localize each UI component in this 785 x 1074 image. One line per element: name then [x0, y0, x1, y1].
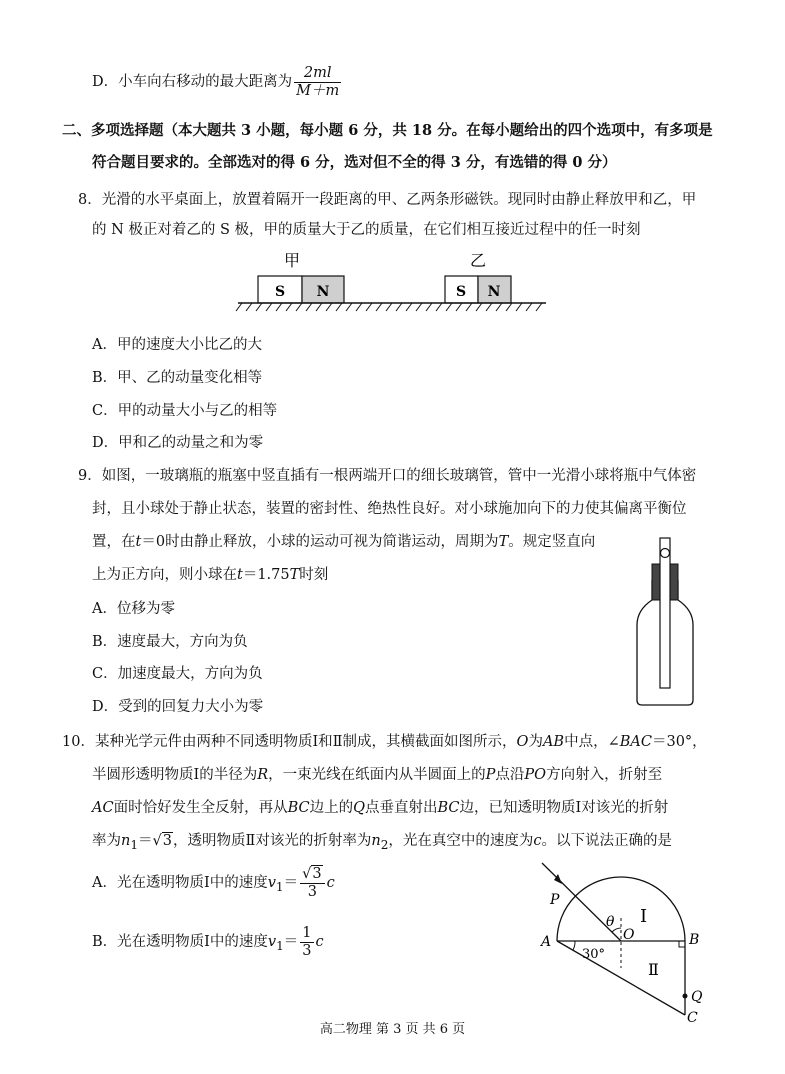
- text: ＝: [283, 875, 299, 892]
- option-text: 甲、乙的动量变化相等: [117, 370, 263, 386]
- option-label: A．: [92, 601, 117, 617]
- q9-option-c: [92, 662, 263, 683]
- label-b: B: [689, 932, 700, 948]
- option-label: D．: [92, 699, 119, 715]
- text: 半圆形透明物质Ⅰ的半径为: [92, 767, 258, 783]
- option-label: A．: [92, 337, 117, 353]
- text: 。以下说法正确的是: [541, 833, 673, 849]
- option-text: 加速度最大，方向为负: [117, 666, 263, 682]
- option-label: C．: [92, 403, 118, 419]
- option-text: 光在透明物质Ⅰ中的速度: [116, 875, 268, 892]
- text: 边上的: [309, 800, 354, 816]
- section-title-line-2: 符合题目要求的。全部选对的得 6 分，选对但不全的得 3 分，有选错的得 0 分）: [92, 154, 617, 171]
- q9-line-1: [78, 464, 696, 485]
- label-o: O: [623, 927, 635, 943]
- q9-option-d: [92, 695, 263, 716]
- var-Q: Q: [353, 800, 365, 816]
- glass-tube: [660, 538, 670, 688]
- option-text: 甲的动量大小与乙的相等: [117, 403, 278, 419]
- table-hatching: [236, 303, 542, 311]
- fraction-denominator: 3: [307, 883, 317, 900]
- text: ＝: [283, 934, 299, 951]
- page-footer: 高二物理 第 3 页 共 6 页: [319, 1022, 466, 1037]
- text: ＝30°，: [651, 734, 707, 750]
- text: 时刻: [299, 567, 329, 583]
- option-text: 速度最大，方向为负: [117, 634, 248, 650]
- var-AC: AC: [92, 800, 114, 816]
- var-c: c: [533, 833, 542, 849]
- option-label: B．: [92, 634, 118, 650]
- q10-option-b: [92, 925, 324, 959]
- var-T: T: [289, 567, 300, 583]
- text: ＝1.75: [242, 567, 290, 583]
- q10-line-4: 率为$n_1=√3$，透明物质Ⅱ对该光的折射率为$n_2$，光在真空中的速度为c。以下说法正确的是: [92, 833, 673, 852]
- fraction-numerator: 2ml: [294, 65, 341, 83]
- label-a: A: [541, 934, 552, 950]
- magnet-yi-s-text: S: [455, 284, 467, 300]
- subscript: 2: [380, 837, 389, 852]
- sqrt-radicand: 3: [312, 866, 322, 882]
- q10-line-1: [62, 730, 707, 751]
- q9-option-b: [92, 630, 248, 651]
- q8-line-2: 的 N 极正对着乙的 S 极，甲的质量大于乙的质量，在它们相互接近过程中的任一时刻: [92, 222, 641, 238]
- option-text: 小车向右移动的最大距离为: [118, 74, 293, 91]
- var-O: O: [516, 734, 529, 750]
- var-PO: PO: [524, 767, 547, 783]
- label-angle: 30°: [582, 947, 606, 962]
- text: 中点，∠: [564, 734, 620, 750]
- text: ，透明物质Ⅱ对该光的折射率为: [173, 833, 372, 849]
- q8-line-1: [78, 188, 696, 209]
- option-label: D．: [92, 435, 119, 451]
- var-T: T: [498, 534, 509, 550]
- var-P: P: [485, 767, 496, 783]
- option-label: C．: [92, 666, 118, 682]
- var-v: v: [267, 934, 277, 951]
- text: ＝0: [141, 534, 166, 550]
- question-number: 9．: [78, 468, 102, 484]
- sqrt-radicand: 3: [162, 833, 173, 849]
- option-label: D．: [92, 74, 119, 91]
- question-text: 光滑的水平桌面上，放置着隔开一段距离的甲、乙两条形磁铁。现同时由静止释放甲和乙，甲: [101, 192, 697, 208]
- q9-bottle-figure: [625, 520, 705, 710]
- option-label: B．: [92, 934, 118, 951]
- q8-option-a: [92, 333, 262, 354]
- magnet-jia-s-text: S: [274, 284, 286, 300]
- question-text: 如图，一玻璃瓶的瓶塞中竖直插有一根两端开口的细长玻璃管，管中一光滑小球将瓶中气体密: [101, 468, 697, 484]
- q8-option-d: [92, 431, 263, 452]
- magnet-yi-label: 乙: [469, 251, 487, 270]
- option-text: 光在透明物质Ⅰ中的速度: [117, 934, 268, 951]
- text: 上为正方向，则小球在: [92, 567, 237, 583]
- q8-option-b: [92, 366, 262, 387]
- ac-line: [557, 941, 685, 1015]
- text: 。规定竖直向: [508, 534, 596, 550]
- right-angle-marker: [679, 941, 685, 947]
- var-c: c: [315, 934, 324, 951]
- var-AB: AB: [542, 734, 565, 750]
- magnet-jia-label: 甲: [283, 251, 301, 270]
- label-theta: θ: [606, 914, 615, 930]
- fraction: [300, 925, 313, 959]
- option-label: A．: [92, 875, 117, 892]
- q9-option-a: [92, 597, 175, 618]
- text: 率为: [92, 833, 121, 849]
- label-p: P: [550, 892, 560, 908]
- option-text: 受到的回复力大小为零: [118, 699, 264, 715]
- q10-optics-figure: [530, 860, 730, 1025]
- label-q: Q: [691, 989, 703, 1005]
- text: 置，在: [92, 534, 136, 550]
- magnet-yi-n-text: N: [487, 284, 501, 300]
- q8-magnet-figure: [230, 248, 550, 318]
- fraction-numerator: √3: [300, 866, 324, 884]
- text: 点垂直射出: [365, 800, 438, 816]
- q10-option-a: [92, 866, 335, 900]
- fraction: [294, 65, 341, 99]
- option-text: 甲的速度大小比乙的大: [116, 337, 262, 353]
- text: ，一束光线在纸面内从半圆面上的: [268, 767, 486, 783]
- fraction: [300, 866, 324, 900]
- option-text: 位移为零: [116, 601, 175, 617]
- var-v: v: [267, 875, 276, 892]
- magnet-jia-n-text: N: [316, 284, 330, 300]
- option-label: B．: [92, 370, 118, 386]
- fraction-denominator: M＋m: [296, 82, 340, 99]
- text: 点沿: [495, 767, 525, 783]
- var-t: t: [135, 534, 142, 550]
- text: ，光在真空中的速度为: [388, 833, 534, 849]
- subscript: 1: [130, 837, 139, 852]
- fraction-numerator: 1: [302, 925, 312, 941]
- text: 时由静止释放，小球的运动可视为简谐运动，周期为: [165, 534, 499, 550]
- var-R: R: [257, 767, 269, 783]
- subscript: 1: [275, 880, 284, 895]
- q8-option-c: [92, 399, 277, 420]
- fraction-denominator: 3: [302, 942, 312, 959]
- var-t: t: [237, 567, 243, 583]
- var-c: c: [326, 875, 335, 892]
- text: ＝: [138, 833, 153, 849]
- option-text: 甲和乙的动量之和为零: [118, 435, 264, 451]
- text: 面时恰好发生全反射，再从: [113, 800, 288, 816]
- label-region-2: Ⅱ: [648, 960, 659, 979]
- label-region-1: Ⅰ: [640, 906, 648, 927]
- text: 边，已知透明物质Ⅰ对该光的折射: [459, 800, 669, 816]
- question-number: 10．: [62, 734, 95, 750]
- point-q-dot: [683, 994, 688, 999]
- ball: [661, 549, 670, 558]
- subscript: 1: [276, 939, 284, 954]
- question-number: 8．: [78, 192, 102, 208]
- var-BC: BC: [287, 800, 310, 816]
- q9-line-2: 封，且小球处于静止状态，装置的密封性、绝热性良好。对小球施加向下的力使其偏离平衡位: [92, 501, 687, 517]
- text: 方向射入，折射至: [546, 767, 663, 783]
- var-BC: BC: [437, 800, 460, 816]
- q10-line-3: [92, 796, 668, 817]
- label-c: C: [687, 1010, 698, 1025]
- q9-line-4: [92, 563, 328, 584]
- text: 某种光学元件由两种不同透明物质Ⅰ和Ⅱ制成，其横截面如图所示，: [94, 734, 517, 750]
- var-n: n: [371, 833, 381, 849]
- q9-line-3: [92, 530, 595, 551]
- section-title-line-1: 二、多项选择题（本大题共 3 小题，每小题 6 分，共 18 分。在每小题给出的四个选项中，有多项是: [62, 122, 713, 139]
- text: 为: [528, 734, 543, 750]
- var-BAC: BAC: [619, 734, 652, 750]
- var-n: n: [121, 833, 131, 849]
- prev-question-option-d: [92, 65, 343, 99]
- q10-line-2: [92, 763, 662, 784]
- angle-arc: [573, 941, 575, 950]
